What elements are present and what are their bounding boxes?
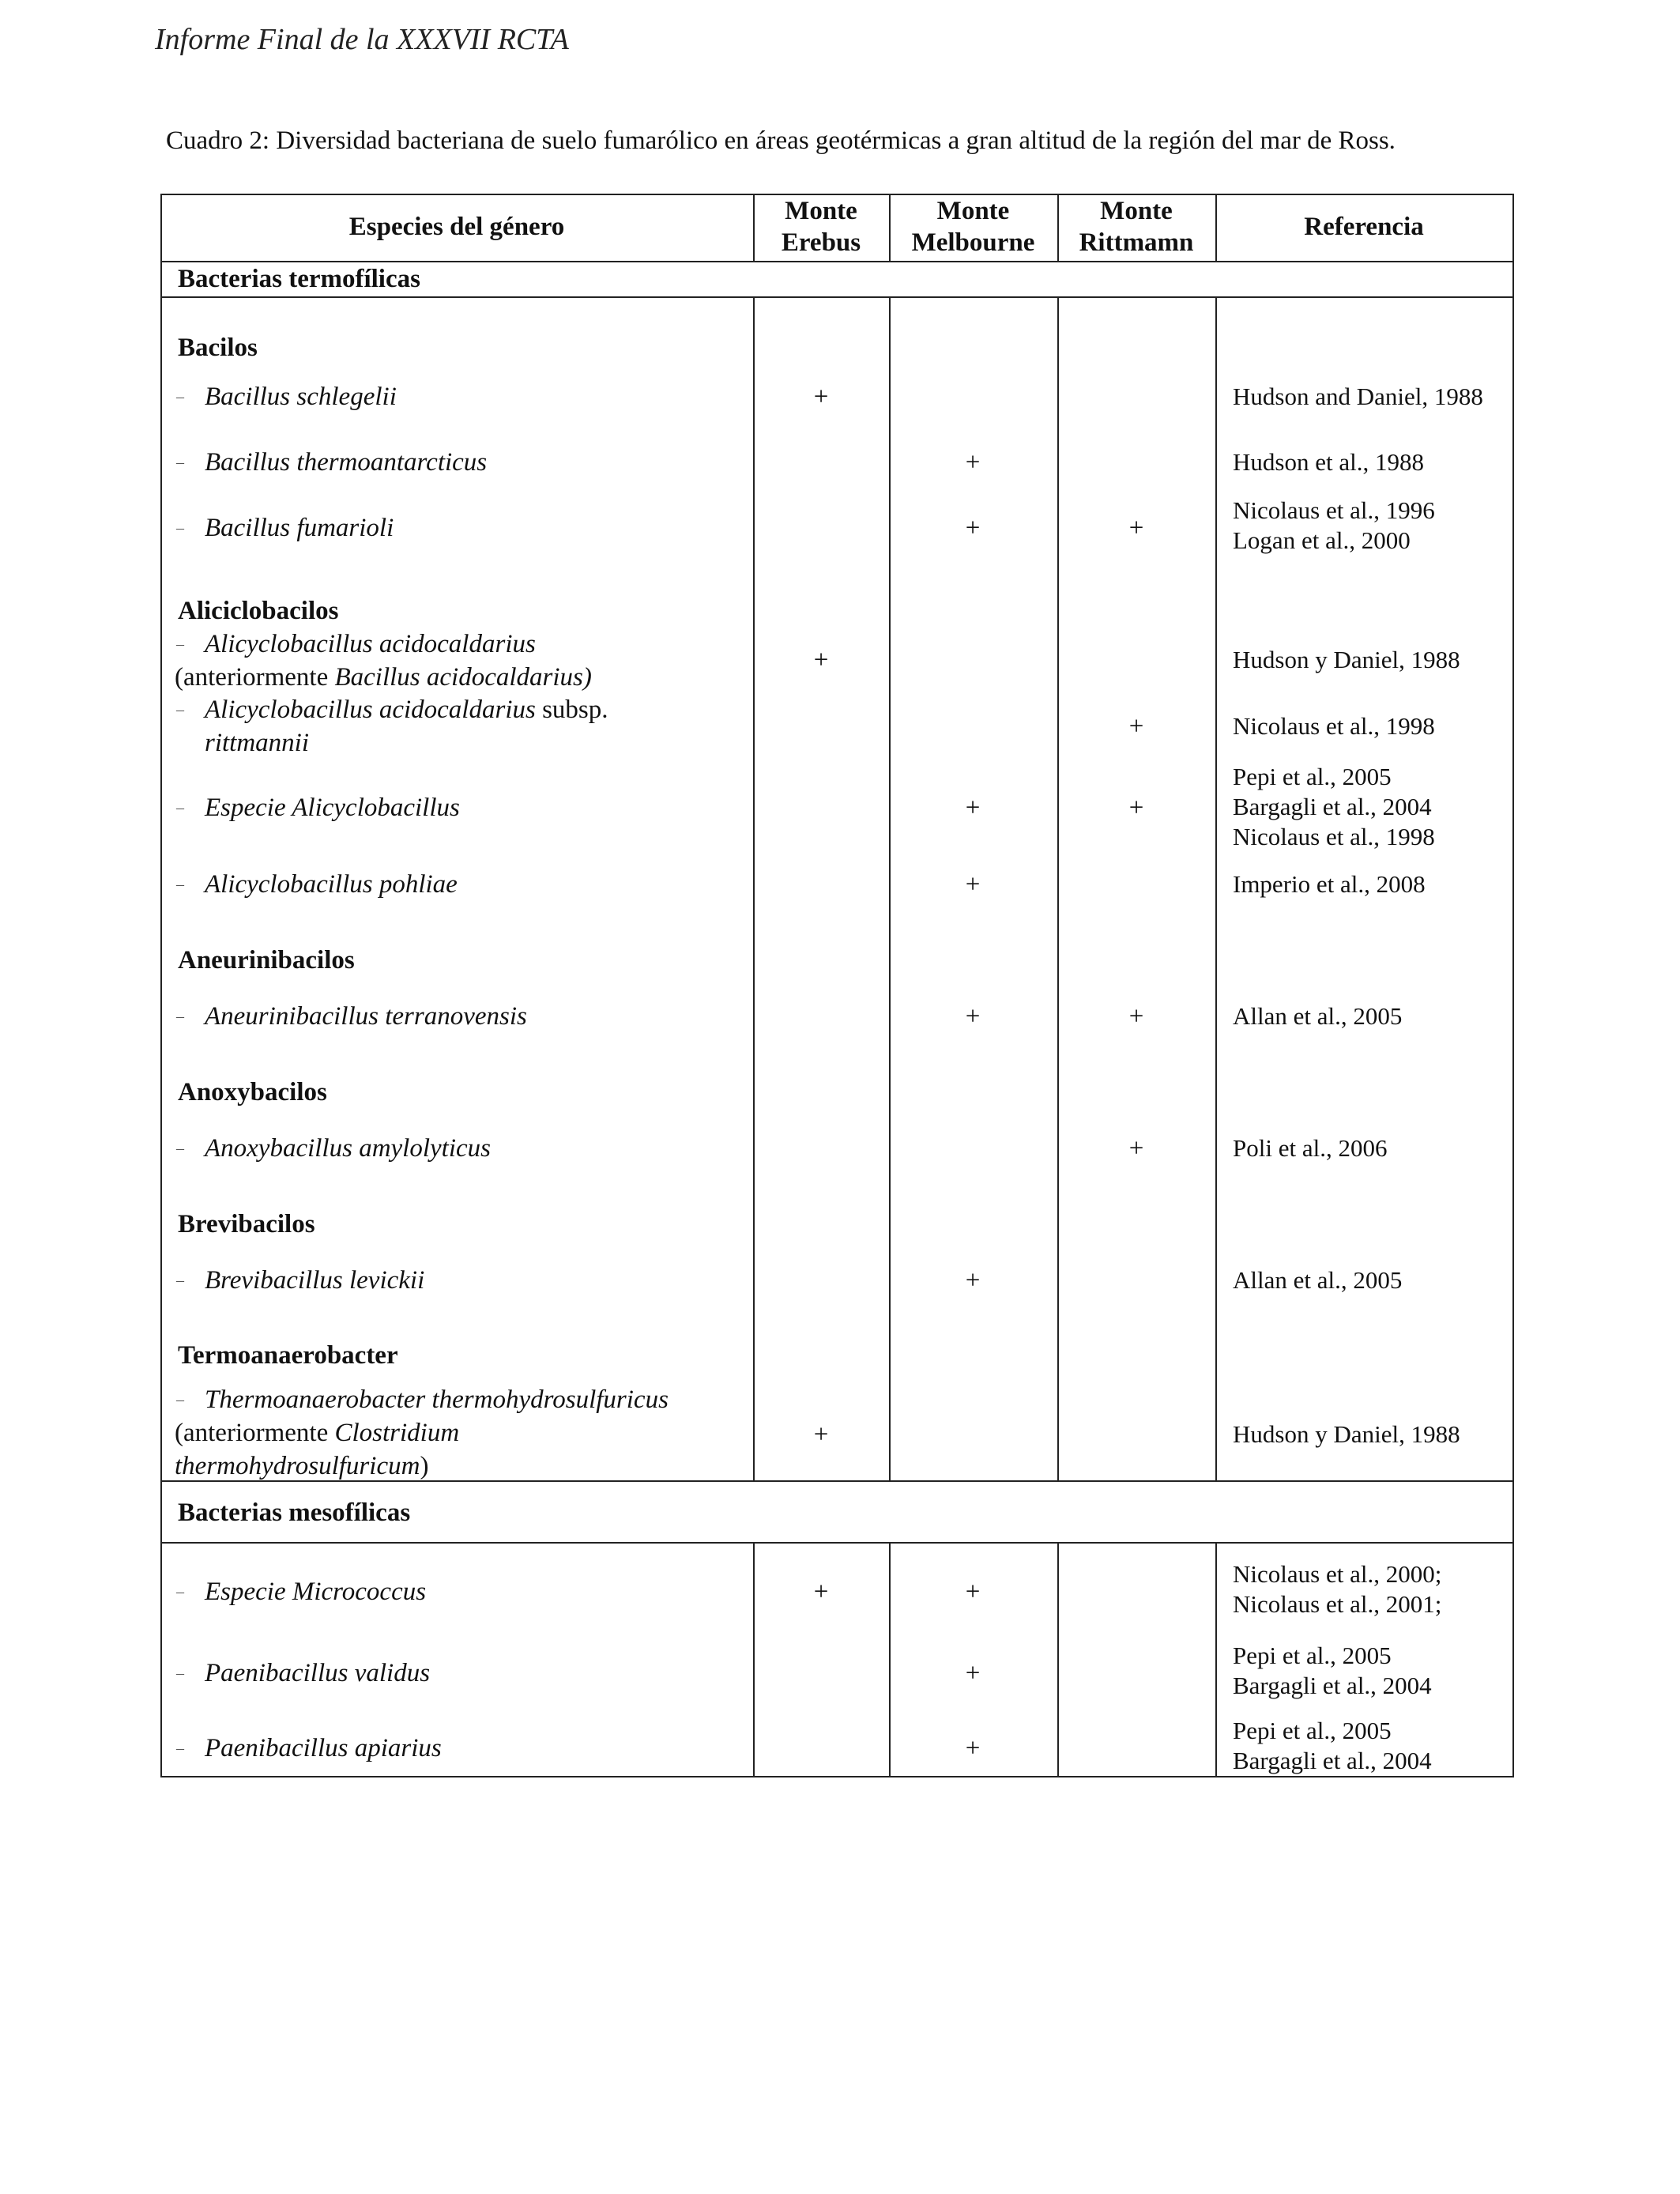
bullet-dash: –: [176, 1272, 184, 1289]
reference: Pepi et al., 2005: [1233, 1717, 1392, 1744]
species-name: Especie Alicyclobacillus: [205, 794, 460, 822]
bullet-dash: –: [176, 1740, 184, 1757]
presence-rittmann: +: [1128, 1002, 1144, 1031]
reference: Pepi et al., 2005: [1233, 1642, 1392, 1669]
table-caption: Cuadro 2: Diversidad bacteriana de suelo fumarólico en áreas geotérmicas a gran altitud de la región del mar de Ross.: [166, 126, 1396, 155]
reference: Nicolaus et al., 1998: [1233, 712, 1435, 740]
reference: Allan et al., 2005: [1233, 1266, 1403, 1294]
header-divider: [160, 261, 1514, 262]
reference: Nicolaus et al., 1998: [1233, 823, 1435, 850]
presence-melbourne: +: [965, 1266, 981, 1295]
reference: Hudson y Daniel, 1988: [1233, 1420, 1460, 1448]
bullet-dash: –: [176, 799, 184, 816]
col-divider: [1215, 296, 1217, 1480]
presence-melbourne: +: [965, 448, 981, 477]
note-italic: Clostridium: [334, 1419, 460, 1447]
presence-rittmann: +: [1128, 712, 1144, 741]
col-header-rittmann-1: Monte: [1100, 197, 1173, 225]
col-divider: [1215, 1542, 1217, 1776]
reference: Bargagli et al., 2004: [1233, 1672, 1432, 1699]
reference: Hudson y Daniel, 1988: [1233, 646, 1460, 673]
col-divider: [753, 1542, 755, 1776]
note-italic: Bacillus acidocaldarius): [334, 663, 592, 692]
bacteria-table: [160, 194, 1514, 1777]
species-name: Alicyclobacillus acidocaldarius: [205, 630, 536, 658]
bullet-dash: –: [176, 388, 184, 405]
col-header-melbourne-1: Monte: [936, 197, 1010, 225]
table-border-right: [1512, 194, 1514, 1777]
bullet-dash: –: [176, 1140, 184, 1157]
reference: Nicolaus et al., 2001;: [1233, 1590, 1442, 1618]
species-name: Bacillus fumarioli: [205, 514, 394, 542]
col-header-erebus-2: Erebus: [781, 228, 861, 257]
species-name: [205, 694, 608, 726]
note-italic: thermohydrosulfuricum: [175, 1452, 420, 1480]
bullet-dash: –: [176, 635, 184, 653]
group-title: Bacilos: [178, 334, 258, 362]
section2-divider: [160, 1542, 1514, 1544]
species-name: Thermoanaerobacter thermohydrosulfuricus: [205, 1385, 669, 1414]
reference: Bargagli et al., 2004: [1233, 1747, 1432, 1774]
col-divider: [889, 1542, 891, 1776]
presence-melbourne: +: [965, 794, 981, 822]
presence-melbourne: +: [965, 514, 981, 542]
presence-erebus: +: [813, 1578, 829, 1606]
presence-rittmann: +: [1128, 514, 1144, 542]
note-text: ): [420, 1452, 429, 1480]
col-divider: [1057, 1542, 1059, 1776]
bullet-dash: –: [176, 519, 184, 537]
group-title: Aneurinibacilos: [178, 946, 355, 974]
bullet-dash: –: [176, 454, 184, 471]
group-title: Aliciclobacilos: [178, 597, 339, 625]
bullet-dash: –: [176, 1664, 184, 1682]
presence-melbourne: +: [965, 1659, 981, 1687]
group-title: Brevibacilos: [178, 1210, 315, 1238]
note-text: (anteriormente: [175, 1419, 335, 1447]
species-note: [175, 662, 592, 693]
col-header-species: Especies del género: [348, 213, 565, 241]
bullet-dash: –: [176, 876, 184, 893]
species-name: Paenibacillus validus: [205, 1659, 431, 1687]
species-name: Brevibacillus levickii: [205, 1266, 425, 1295]
species-name-cont: rittmannii: [205, 729, 310, 757]
species-name: Bacillus schlegelii: [205, 383, 397, 411]
bullet-dash: –: [176, 1583, 184, 1600]
col-divider: [889, 296, 891, 1480]
reference: Hudson and Daniel, 1988: [1233, 383, 1483, 410]
col-header-rittmann-2: Rittmamn: [1079, 228, 1194, 257]
presence-melbourne: +: [965, 1734, 981, 1762]
col-header-reference: Referencia: [1304, 213, 1424, 241]
reference: Bargagli et al., 2004: [1233, 793, 1432, 820]
col-header-erebus-1: Monte: [785, 197, 857, 225]
reference: Hudson et al., 1988: [1233, 448, 1424, 476]
bullet-dash: –: [176, 701, 184, 718]
species-italic: Alicyclobacillus acidocaldarius: [205, 696, 536, 724]
presence-melbourne: +: [965, 870, 981, 899]
species-note-cont: [175, 1450, 428, 1482]
section-title: Bacterias termofílicas: [178, 265, 420, 293]
group-title: Anoxybacilos: [178, 1078, 327, 1106]
table-border-bottom: [160, 1776, 1514, 1777]
reference: Pepi et al., 2005: [1233, 763, 1392, 790]
species-name: Bacillus thermoantarcticus: [205, 448, 488, 477]
reference: Poli et al., 2006: [1233, 1134, 1388, 1162]
reference: Nicolaus et al., 1996: [1233, 496, 1435, 524]
reference: Imperio et al., 2008: [1233, 870, 1426, 898]
species-name: Anoxybacillus amylolyticus: [205, 1134, 491, 1163]
species-suffix: subsp.: [535, 696, 608, 724]
col-divider: [753, 296, 755, 1480]
bullet-dash: –: [176, 1008, 184, 1025]
presence-rittmann: +: [1128, 794, 1144, 822]
col-header-melbourne-2: Melbourne: [911, 228, 1035, 257]
col-divider: [1057, 296, 1059, 1480]
table-border-left: [160, 194, 162, 1777]
presence-rittmann: +: [1128, 1134, 1144, 1163]
presence-erebus: +: [813, 646, 829, 674]
reference: Nicolaus et al., 2000;: [1233, 1560, 1442, 1588]
note-text: (anteriormente: [175, 663, 335, 692]
species-name: Especie Micrococcus: [205, 1578, 427, 1606]
section-title: Bacterias mesofílicas: [178, 1498, 411, 1527]
presence-erebus: +: [813, 383, 829, 411]
presence-melbourne: +: [965, 1578, 981, 1606]
section1-divider: [160, 296, 1514, 298]
reference: Logan et al., 2000: [1233, 526, 1411, 554]
bullet-dash: –: [176, 1391, 184, 1408]
species-note: [175, 1417, 459, 1449]
species-name: Paenibacillus apiarius: [205, 1734, 442, 1762]
group-title: Termoanaerobacter: [178, 1341, 398, 1370]
presence-erebus: +: [813, 1420, 829, 1449]
reference: Allan et al., 2005: [1233, 1002, 1403, 1030]
species-name: Alicyclobacillus pohliae: [205, 870, 458, 899]
species-name: Aneurinibacillus terranovensis: [205, 1002, 527, 1031]
presence-melbourne: +: [965, 1002, 981, 1031]
page-header: Informe Final de la XXXVII RCTA: [155, 23, 569, 56]
